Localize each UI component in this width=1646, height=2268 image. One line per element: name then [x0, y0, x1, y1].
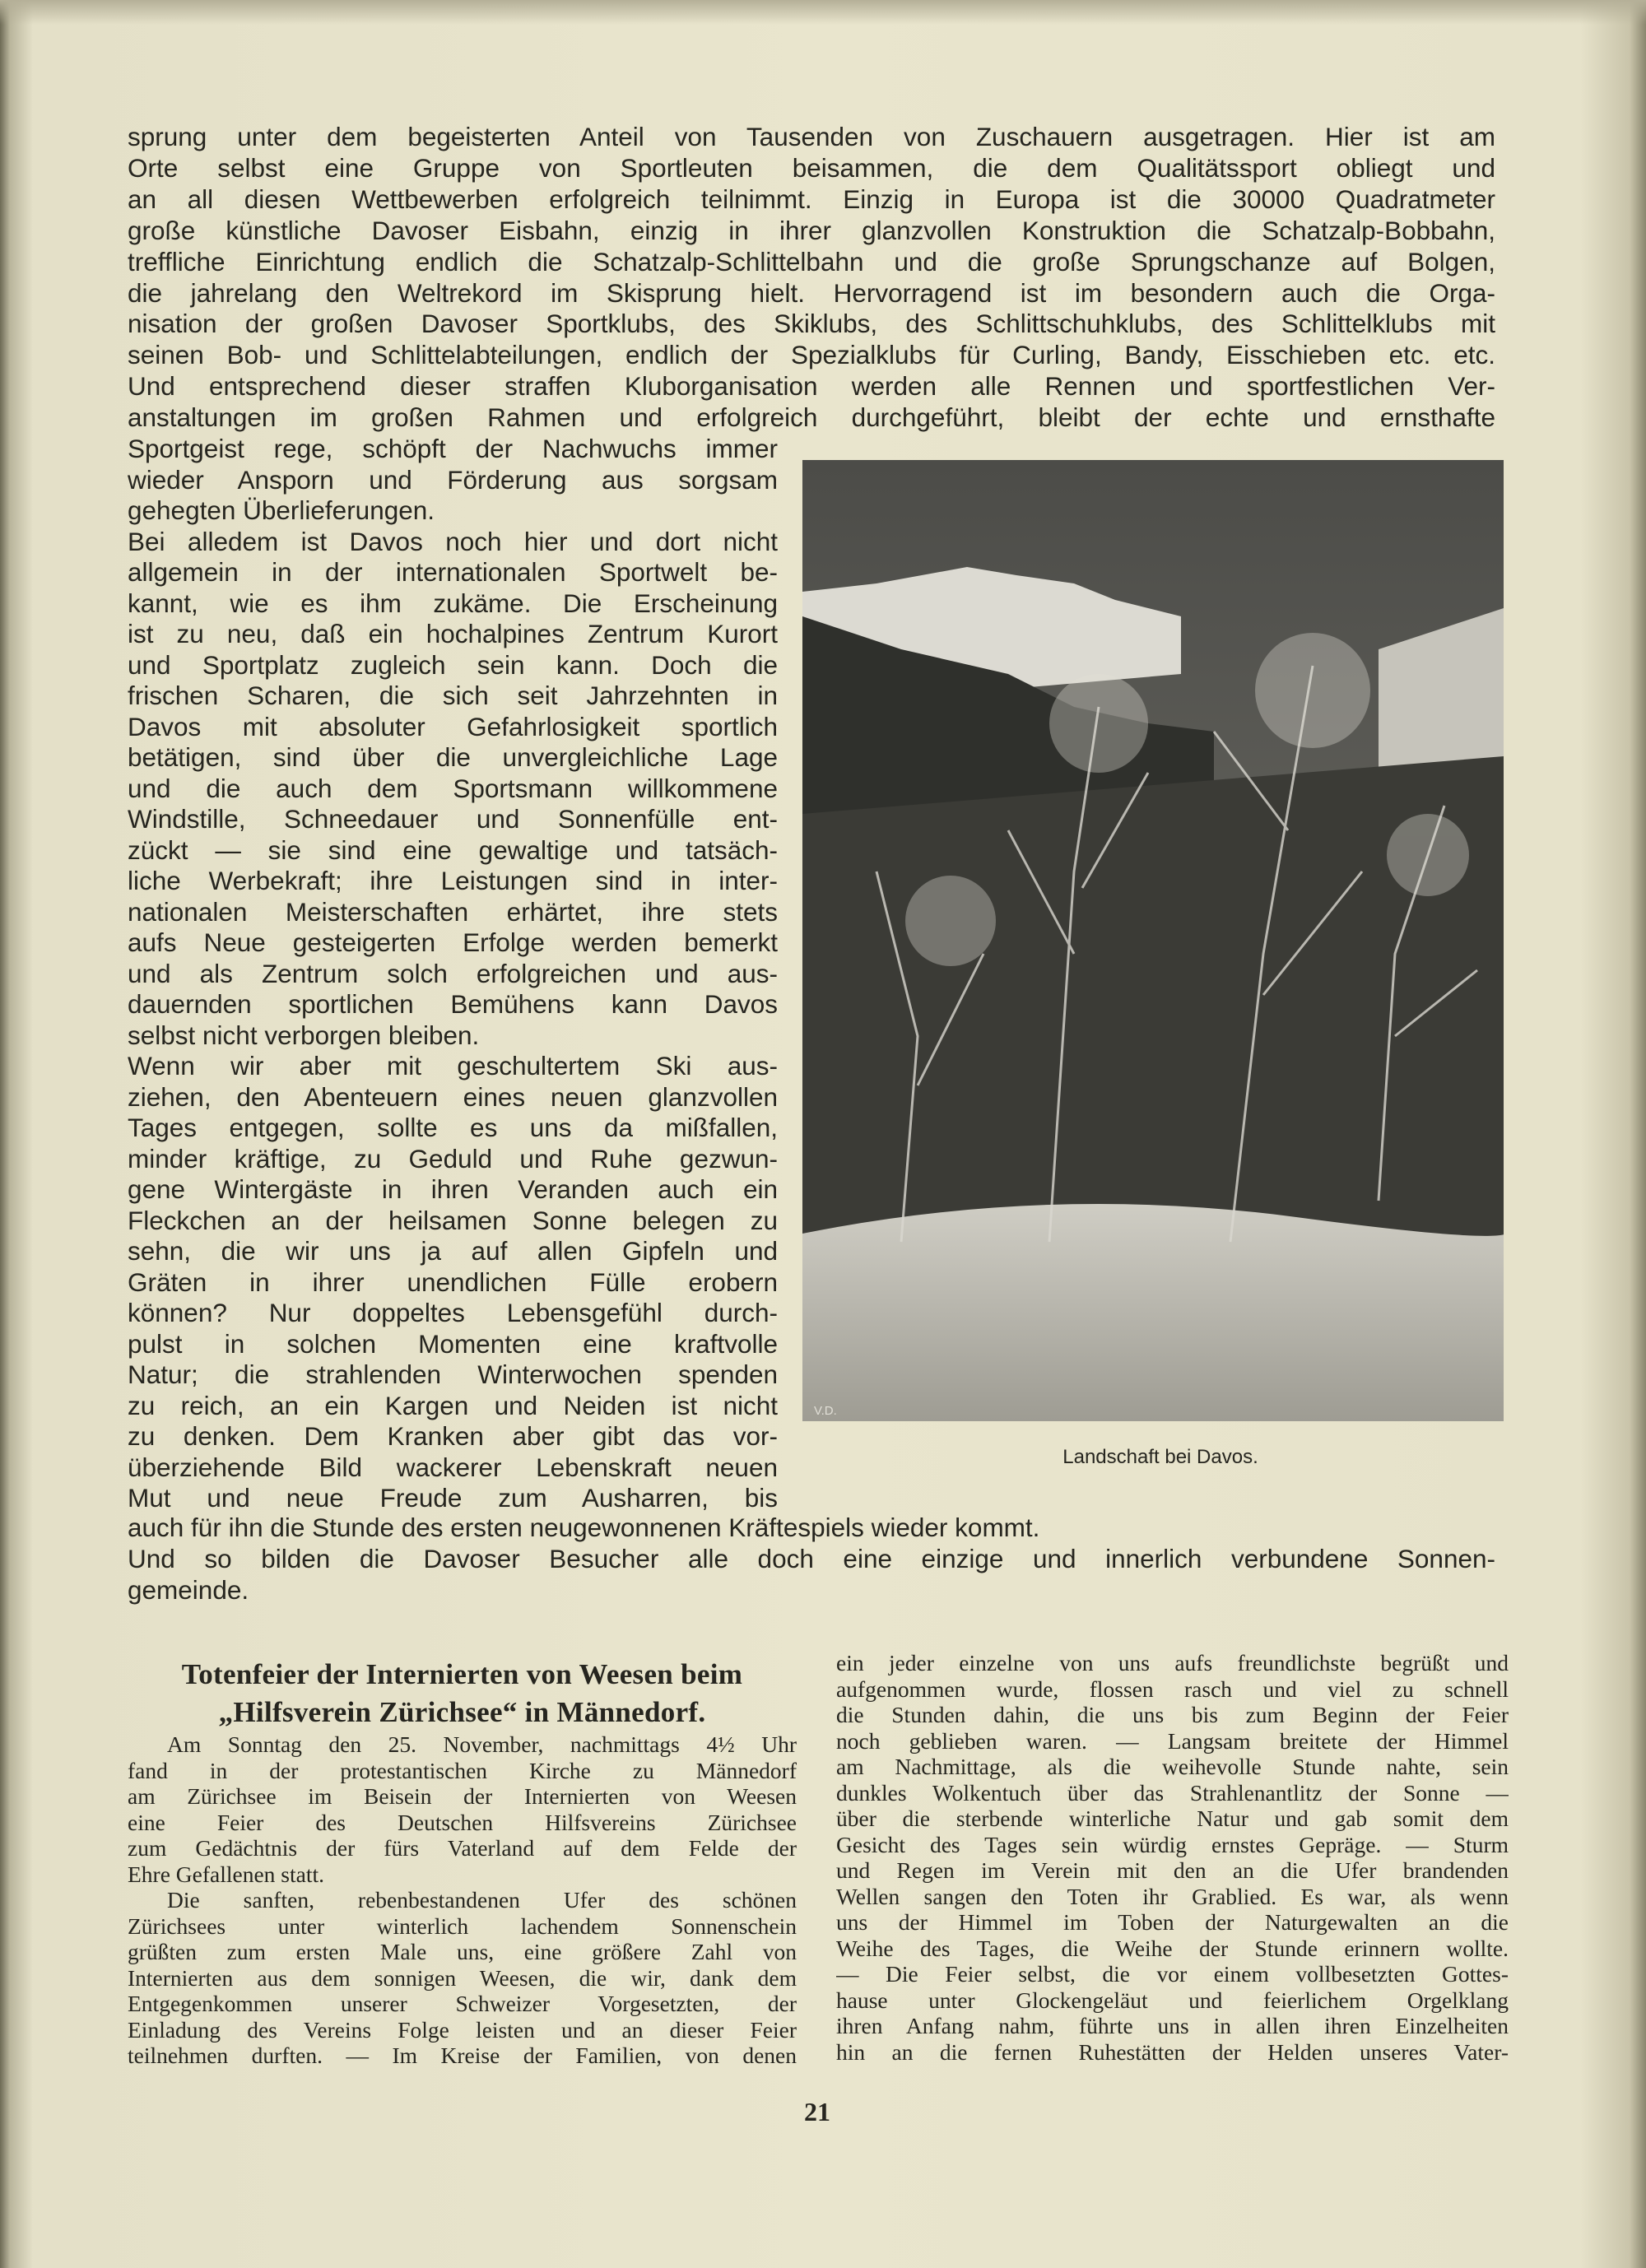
- text-line: können? Nur doppeltes Lebensgefühl durch-: [128, 1298, 778, 1327]
- text-line: dunkles Wolkentuch über das Strahlenantlitz der Sonne —: [836, 1779, 1509, 1806]
- text-line: am Nachmittage, als die weihevolle Stunde nahte, sein: [836, 1754, 1509, 1779]
- text-line: fand in der protestantischen Kirche zu Männedorf: [128, 1757, 797, 1783]
- text-line: aufs Neue gesteigerten Erfolge werden bemerkt: [128, 927, 778, 957]
- text-line: selbst nicht verborgen bleiben.: [128, 1020, 480, 1050]
- text-line: über die sterbende winterliche Natur und gab somit dem: [836, 1806, 1509, 1831]
- text-line: auch für ihn die Stunde des ersten neugewonnenen Kräftespiels wieder kommt.: [128, 1513, 1040, 1542]
- text-line: Gesicht des Tages sein würdig ernstes Gepräge. — Sturm: [836, 1831, 1509, 1857]
- closing-paragraph: [128, 1513, 1495, 1606]
- intro-paragraph: [128, 122, 1495, 434]
- text-line: zu denken. Dem Kranken aber gibt das vor-: [128, 1421, 778, 1451]
- text-line: kannt, wie es ihm zukäme. Die Erscheinung: [128, 588, 778, 618]
- text-line: Entgegenkommen unserer Schweizer Vorgesetzten, der: [128, 1991, 797, 2016]
- text-line: frischen Scharen, die sich seit Jahrzehnten in: [128, 681, 778, 710]
- text-line: überziehende Bild wackerer Lebenskraft neuen: [128, 1452, 778, 1482]
- article-left-column: [128, 1656, 797, 2069]
- text-line: und die auch dem Sportsmann willkommene: [128, 773, 778, 803]
- article-title-line: „Hilfsverein Zürichsee“ in Männedorf.: [218, 1696, 706, 1728]
- text-line: grüßten zum ersten Male uns, eine größere Zahl von: [128, 1939, 797, 1964]
- text-line: gehegten Überlieferungen.: [128, 495, 435, 525]
- text-line: Internierten aus dem sonnigen Weesen, die wir, dank dem: [128, 1964, 797, 1991]
- page-number: 21: [804, 2097, 830, 2126]
- text-line: teilnehmen durften. — Im Kreise der Familien, von denen: [128, 2043, 797, 2068]
- text-line: Und entsprechend dieser straffen Kluborganisation werden alle Rennen und sportfestlichen Ver-: [128, 371, 1495, 402]
- text-line: zum Gedächtnis der fürs Vaterland auf dem Felde der: [128, 1835, 797, 1861]
- text-line: anstaltungen im großen Rahmen und erfolgreich durchgeführt, bleibt der echte und ernsthafte: [128, 402, 1495, 433]
- text-line: Weihe des Tages, die Weihe der Stunde erinnern wollte.: [836, 1935, 1509, 1961]
- photo-credit: V.D.: [814, 1404, 837, 1418]
- text-line: zu reich, an ein Kargen und Neiden ist nicht: [128, 1390, 778, 1420]
- text-line: uns der Himmel im Toben der Naturgewalten an die: [836, 1909, 1509, 1935]
- text-line: Einladung des Vereins Folge leisten und an dieser Feier: [128, 2016, 797, 2043]
- text-line: und Regen im Verein mit den an die Ufer brandenden: [836, 1857, 1509, 1883]
- text-line: hause unter Glockengeläut und feierlichem Orgelklang: [836, 1987, 1509, 2013]
- text-line: dauernden sportlichen Bemühens kann Davos: [128, 989, 778, 1019]
- text-line: — Die Feier selbst, die vor einem vollbesetzten Gottes-: [836, 1961, 1509, 1987]
- text-line: seinen Bob- und Schlittelabteilungen, endlich der Spezialklubs für Curling, Bandy, Eisschieben etc. etc.: [128, 340, 1495, 370]
- text-line: pulst in solchen Momenten eine kraftvolle: [128, 1328, 778, 1359]
- text-line: sprung unter dem begeisterten Anteil von Tausenden von Zuschauern ausgetragen. Hier ist am: [128, 122, 1495, 151]
- article-title: [128, 1656, 797, 1731]
- text-line: Natur; die strahlenden Winterwochen spenden: [128, 1359, 778, 1389]
- text-line: Mut und neue Freude zum Ausharren, bis: [128, 1483, 778, 1513]
- photo-caption: Landschaft bei Davos.: [1062, 1446, 1258, 1468]
- text-line: allgemein in der internationalen Sportwelt be-: [128, 557, 778, 587]
- text-line: Davos mit absoluter Gefahrlosigkeit sportlich: [128, 711, 778, 741]
- text-line: zückt — sie sind eine gewaltige und tatsäch-: [128, 834, 778, 865]
- scan-edge: [0, 0, 1646, 25]
- text-line: sehn, die wir uns ja auf allen Gipfeln und: [128, 1236, 778, 1266]
- left-column-text: [128, 434, 778, 1514]
- text-line: nationalen Meisterschaften erhärtet, ihre stets: [128, 896, 778, 927]
- text-line: Zürichsees unter winterlich lachendem Sonnenschein: [128, 1912, 797, 1939]
- article-body-left: [128, 1731, 797, 2069]
- text-line: Windstille, Schneedauer und Sonnenfülle ent-: [128, 804, 778, 834]
- text-line: Gräten in ihrer unendlichen Fülle erobern: [128, 1266, 778, 1297]
- text-line: ihren Anfang nahm, führte uns in allen ihren Einzelheiten: [836, 2013, 1509, 2038]
- landscape-photo: [802, 460, 1504, 1421]
- text-line: noch geblieben waren. — Langsam breitete der Himmel: [836, 1727, 1509, 1754]
- text-line: betätigen, sind über die unvergleichliche Lage: [128, 742, 778, 772]
- text-line: Am Sonntag den 25. November, nachmittags 4½ Uhr: [167, 1731, 797, 1757]
- text-line: aufgenommen wurde, flossen rasch und viel zu schnell: [836, 1675, 1509, 1702]
- text-line: gemeinde.: [128, 1574, 249, 1605]
- text-line: eine Feier des Deutschen Hilfsvereins Zürichsee: [128, 1809, 797, 1835]
- text-line: treffliche Einrichtung endlich die Schatzalp-Schlittelbahn und die große Sprungschanze auf Bolgen,: [128, 246, 1495, 277]
- text-line: Wenn wir aber mit geschultertem Ski aus-: [128, 1051, 778, 1081]
- text-line: Und so bilden die Davoser Besucher alle doch eine einzige und innerlich verbundene Sonnen-: [128, 1543, 1495, 1573]
- text-line: nisation der großen Davoser Sportklubs, des Skiklubs, des Schlittschuhklubs, des Schlittelklubs mit: [128, 309, 1495, 339]
- text-line: Wellen sangen den Toten ihr Grablied. Es war, als wenn: [836, 1883, 1509, 1909]
- text-line: am Zürichsee im Beisein der Internierten von Weesen: [128, 1783, 797, 1809]
- article-title-line: Totenfeier der Internierten von Weesen beim: [181, 1658, 743, 1690]
- text-line: hin an die fernen Ruhestätten der Helden unseres Vater-: [836, 2038, 1509, 2065]
- text-line: die jahrelang den Weltrekord im Skisprung hielt. Hervorragend ist im besondern auch die Orga-: [128, 277, 1495, 308]
- text-line: große künstliche Davoser Eisbahn, einzig in ihrer glanzvollen Konstruktion die Schatzalp-Bobbahn,: [128, 215, 1495, 245]
- text-line: Tages entgegen, sollte es uns da mißfallen,: [128, 1113, 778, 1142]
- text-line: minder kräftige, zu Geduld und Ruhe gezwun-: [128, 1143, 778, 1174]
- text-line: Sportgeist rege, schöpft der Nachwuchs immer: [128, 434, 778, 463]
- winter-landscape-image: [802, 460, 1504, 1421]
- text-line: ist zu neu, daß ein hochalpines Zentrum Kurort: [128, 619, 778, 648]
- text-line: gene Wintergäste in ihren Veranden auch ein: [128, 1174, 778, 1204]
- text-line: ziehen, den Abenteuern eines neuen glanzvollen: [128, 1081, 778, 1112]
- text-line: an all diesen Wettbewerben erfolgreich teilnimmt. Einzig in Europa ist die 30000 Quadratmeter: [128, 184, 1495, 214]
- text-line: liche Werbekraft; ihre Leistungen sind in inter-: [128, 866, 778, 895]
- text-line: wieder Ansporn und Förderung aus sorgsam: [128, 464, 778, 495]
- text-line: die Stunden dahin, die uns bis zum Beginn der Feier: [836, 1702, 1509, 1727]
- text-line: Fleckchen an der heilsamen Sonne belegen zu: [128, 1205, 778, 1235]
- article-right-column: [836, 1650, 1509, 2065]
- text-line: und als Zentrum solch erfolgreichen und aus-: [128, 958, 778, 988]
- text-line: Ehre Gefallenen statt.: [128, 1861, 324, 1887]
- text-line: Die sanften, rebenbestandenen Ufer des schönen: [167, 1887, 797, 1912]
- text-line: und Sportplatz zugleich sein kann. Doch die: [128, 649, 778, 680]
- text-line: ein jeder einzelne von uns aufs freundlichste begrüßt und: [836, 1650, 1509, 1675]
- text-line: Bei alledem ist Davos noch hier und dort nicht: [128, 526, 778, 556]
- text-line: Orte selbst eine Gruppe von Sportleuten beisammen, die dem Qualitätssport obliegt und: [128, 152, 1495, 183]
